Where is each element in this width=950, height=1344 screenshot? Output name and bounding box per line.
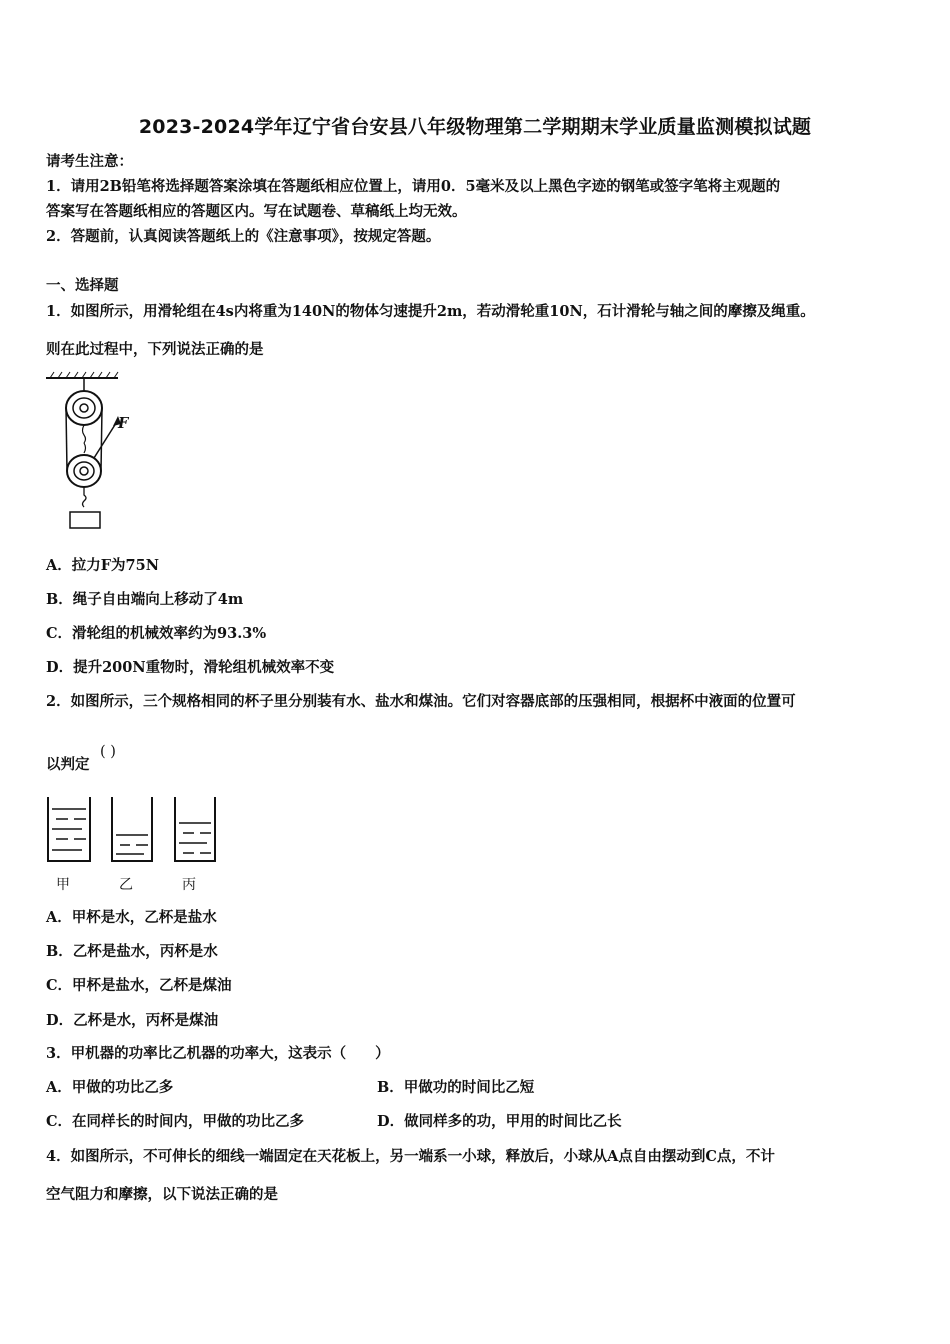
q1-option-d: D．提升200N重物时，滑轮组机械效率不变 bbox=[46, 659, 335, 676]
page-title: 2023-2024学年辽宁省台安县八年级物理第二学期期末学业质量监测模拟试题 bbox=[138, 116, 812, 138]
q1-stem-line-1: 1．如图所示，用滑轮组在4s内将重为140N的物体匀速提升2m，若动滑轮重10N，石计滑轮与轴之间的摩擦及绳重。 bbox=[46, 303, 815, 320]
q4-stem-line-1: 4．如图所示，不可伸长的细线一端固定在天花板上，另一端系一小球，释放后，小球从A点自由摆动到C点，不计 bbox=[46, 1148, 775, 1165]
q1-option-a: A．拉力F为75N bbox=[46, 557, 159, 574]
force-label: F bbox=[118, 415, 129, 432]
q2-answer-blank: ( ) bbox=[100, 744, 116, 760]
notice-heading: 请考生注意： bbox=[46, 153, 133, 170]
q2-stem-line-2: 以判定 bbox=[46, 756, 90, 773]
notice-item-1-line-2: 答案写在答题纸相应的答题区内。写在试题卷、草稿纸上均无效。 bbox=[46, 203, 467, 220]
pulley-system-figure bbox=[42, 368, 152, 533]
section-heading: 一、选择题 bbox=[46, 277, 119, 294]
q4-stem-line-2: 空气阻力和摩擦，以下说法正确的是 bbox=[46, 1186, 278, 1203]
q2-option-a: A．甲杯是水，乙杯是盐水 bbox=[46, 909, 217, 926]
q3-stem: 3．甲机器的功率比乙机器的功率大，这表示（ ） bbox=[46, 1045, 390, 1062]
cup-label-jia: 甲 bbox=[56, 877, 70, 893]
q2-option-b: B．乙杯是盐水，丙杯是水 bbox=[46, 943, 218, 960]
q2-option-d: D．乙杯是水，丙杯是煤油 bbox=[46, 1012, 219, 1029]
q3-option-d: D．做同样多的功，甲用的时间比乙长 bbox=[377, 1113, 622, 1130]
notice-item-2: 2．答题前，认真阅读答题纸上的《注意事项》，按规定答题。 bbox=[46, 228, 441, 245]
q3-option-b: B．甲做功的时间比乙短 bbox=[377, 1079, 535, 1096]
notice-item-1-line-1: 1．请用2B铅笔将选择题答案涂填在答题纸相应位置上，请用0．5毫米及以上黑色字迹的钢笔或签字笔将主观题的 bbox=[46, 178, 781, 195]
q1-stem-line-2: 则在此过程中，下列说法正确的是 bbox=[46, 341, 264, 358]
q3-option-c: C．在同样长的时间内，甲做的功比乙多 bbox=[46, 1113, 305, 1130]
three-cups-figure bbox=[44, 795, 224, 867]
cup-label-yi: 乙 bbox=[119, 877, 133, 893]
q1-option-c: C．滑轮组的机械效率约为93.3% bbox=[46, 625, 267, 642]
q1-option-b: B．绳子自由端向上移动了4m bbox=[46, 591, 244, 608]
q2-option-c: C．甲杯是盐水，乙杯是煤油 bbox=[46, 977, 232, 994]
q3-option-a: A．甲做的功比乙多 bbox=[46, 1079, 174, 1096]
q2-stem-line-1: 2．如图所示，三个规格相同的杯子里分别装有水、盐水和煤油。它们对容器底部的压强相同，根据杯中液面的位置可 bbox=[46, 693, 796, 710]
cup-label-bing: 丙 bbox=[182, 877, 196, 893]
